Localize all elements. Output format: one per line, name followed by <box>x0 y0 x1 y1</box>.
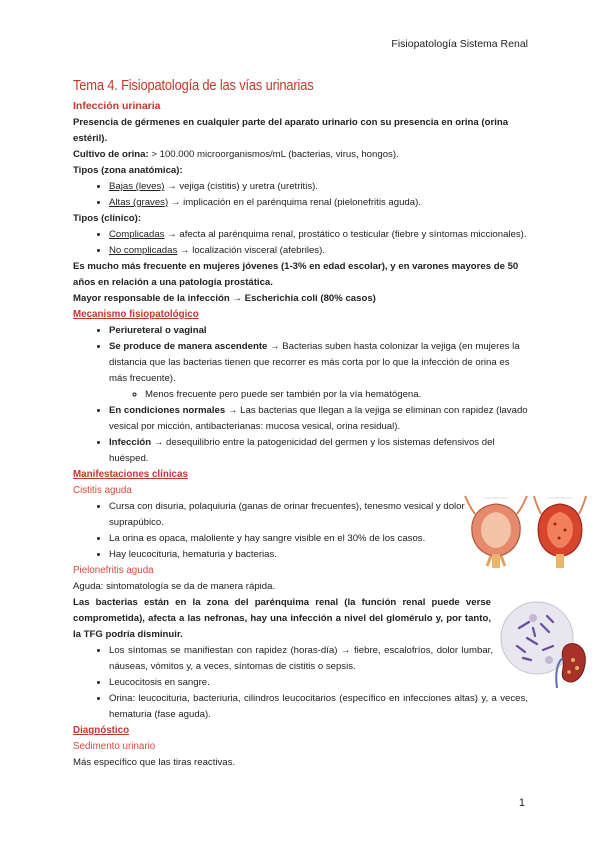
list-item <box>109 403 528 435</box>
list-item <box>109 435 528 467</box>
term: Altas (graves) <box>109 197 169 208</box>
tipos-clinico-list <box>73 227 528 259</box>
bladder-illustration-cystitis <box>533 494 587 570</box>
tipos-anatomica-list <box>73 179 528 211</box>
desc: → implicación en el parénquima renal (pielonefritis aguda). <box>168 197 421 208</box>
sub-list-item: ◦ Menos frecuente pero puede ser también por la vía hematógena. <box>145 387 528 403</box>
term: Complicadas <box>109 229 165 240</box>
document-title: Tema 4. Fisiopatología de las vías urinarias <box>73 77 314 94</box>
bladder-illustration-normal <box>463 494 529 570</box>
frecuencia-text: Es mucho más frecuente en mujeres jóvenes (1-3% en edad escolar), y en varones mayores de 50 años en relación a una patología prostática <box>73 261 519 288</box>
list-item <box>109 195 528 211</box>
section-heading-infeccion: Infección urinaria <box>73 100 161 112</box>
definition-paragraph: Presencia de gérmenes en cualquier parte del aparato urinario con su presencia en orina (orina estéril). <box>73 117 509 144</box>
mecanismo-list <box>73 323 528 467</box>
list-item <box>109 243 528 259</box>
list-item: • Periureteral o vaginal <box>109 323 528 339</box>
sedimento-text: Más específico que las tiras reactivas. <box>73 757 236 768</box>
subheading-cistitis: Cistitis aguda <box>73 485 132 496</box>
desc: → localización visceral (afebriles). <box>177 245 325 256</box>
list-item: • Cursa con disuria, polaquiuria (ganas de orinar frecuentes), tenesmo vesical y dolor suprapúbico. <box>109 499 489 531</box>
aguda-paragraph: Aguda: sintomatología se da de manera rápida. <box>73 581 276 592</box>
desc: → afecta al parénquima renal, prostático o testicular (fiebre y síntomas miccionales). <box>164 229 527 240</box>
section-heading-manifestaciones: Manifestaciones clínicas <box>73 469 188 480</box>
kidney-bacteria-illustration <box>497 598 589 690</box>
tipos-clinico-label: Tipos (clínico): <box>73 213 142 224</box>
term: Se produce de manera ascendente <box>109 341 268 352</box>
list-item <box>109 179 528 195</box>
cultivo-paragraph <box>73 147 528 163</box>
pielonefritis-list <box>73 643 528 723</box>
list-item: • Los síntomas se manifiestan con rapidez (horas-día) → fiebre, escalofríos, dolor lumbar, náuseas, vómitos y, a veces, síntomas de cistitis o sepsis. <box>109 643 493 675</box>
term: Bajas (leves) <box>109 181 165 192</box>
list-item <box>109 227 528 243</box>
list-item <box>109 339 528 403</box>
desc: → Las bacterias que llegan a la vejiga se eliminan con rapidez (lavado vesical por micción, antibacterianas: mucosa vesical, orina residual). <box>109 405 528 432</box>
cultivo-text: > 100.000 microorganismos/mL (bacterias, virus, hongos). <box>148 149 399 160</box>
section-heading-diagnostico: Diagnóstico <box>73 725 130 736</box>
parenquima-paragraph: Las bacterias están en la zona del parénquima renal (la función renal puede verse comprometida), afecta a las nefronas, hay una infección a nivel del glomérulo y, por tanto, la TFG podría disminuir. <box>73 597 491 640</box>
responsable-paragraph: Mayor responsable de la infección → Escherichia coli (80% casos) <box>73 293 376 304</box>
sub-list <box>109 387 528 403</box>
list-item: • Hay leucocituria, hematuria y bacterias. <box>109 547 489 563</box>
section-heading-mecanismo: Mecanismo fisiopatológico <box>73 309 199 320</box>
desc: → desequilibrio entre la patogenicidad del germen y los sistemas defensivos del huésped. <box>109 437 495 464</box>
term: Infección <box>109 437 152 448</box>
term: En condiciones normales <box>109 405 226 416</box>
term: No complicadas <box>109 245 178 256</box>
page-number: 1 <box>518 797 525 809</box>
running-header: Fisiopatología Sistema Renal <box>391 38 528 50</box>
page-content <box>73 76 528 771</box>
subheading-sedimento: Sedimento urinario <box>73 741 156 752</box>
tipos-anatomica-label: Tipos (zona anatómica): <box>73 165 183 176</box>
desc: → Bacterias suben hasta colonizar la vejiga (en mujeres la distancia que las bacterias tienen que recorrer es más corta por lo que la infección de orina es más frecuente). <box>109 341 520 384</box>
frecuencia-paragraph: Es mucho más frecuente en mujeres jóvenes (1-3% en edad escolar), y en varones mayores de 50 años en relación a una patología prostática. <box>73 261 519 288</box>
desc: → vejiga (cistitis) y uretra (uretritis). <box>164 181 318 192</box>
list-item: • Orina: leucocituria, bacteriuria, cilindros leucocitarios (específico en infecciones altas) y, a veces, hematuria (fase aguda). <box>109 691 528 723</box>
list-item: • Leucocitosis en sangre. <box>109 675 528 691</box>
cistitis-list <box>73 499 489 563</box>
list-item: • La orina es opaca, maloliente y hay sangre visible en el 30% de los casos. <box>109 531 489 547</box>
subheading-pielonefritis: Pielonefritis aguda <box>73 565 154 576</box>
cultivo-label: Cultivo de orina: <box>73 149 149 160</box>
